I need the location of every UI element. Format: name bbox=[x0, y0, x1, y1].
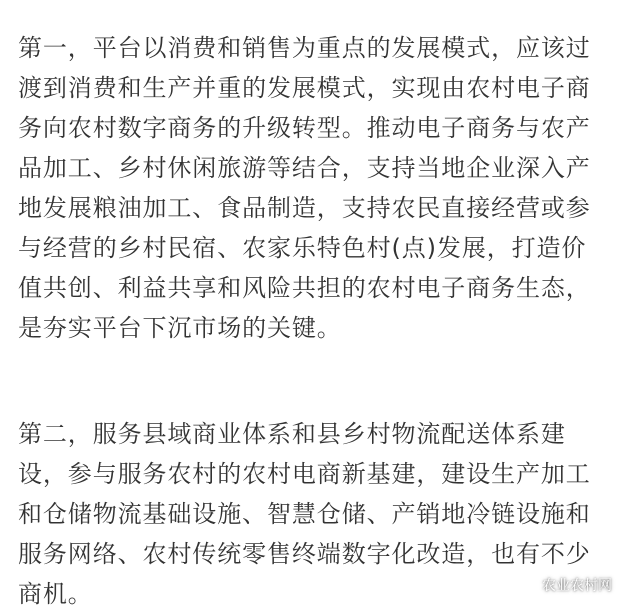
paragraph-2: 第二，服务县域商业体系和县乡村物流配送体系建设，参与服务农村的农村电商新基建，建设生产加工和仓储物流基础设施、智慧仓储、产销地冷链设施和服务网络、农村传统零售终端数字化改造，也有不少商机。 bbox=[18, 420, 591, 608]
paragraph-1: 第一，平台以消费和销售为重点的发展模式，应该过渡到消费和生产并重的发展模式，实现由农村电子商务向农村数字商务的升级转型。推动电子商务与农产品加工、乡村休闲旅游等结合，支持当地企业深入产地发展粮油加工、食品制造，支持农民直接经营或参与经营的乡村民宿、农家乐特色村(点)发展，打造价值共创、利益共享和风险共担的农村电子商务生态，是夯实平台下沉市场的关键。 bbox=[18, 34, 591, 342]
article-body bbox=[18, 28, 610, 614]
watermark-text: 农业农村网 bbox=[542, 578, 612, 594]
wechat-icon bbox=[514, 577, 536, 593]
watermark bbox=[514, 575, 612, 595]
